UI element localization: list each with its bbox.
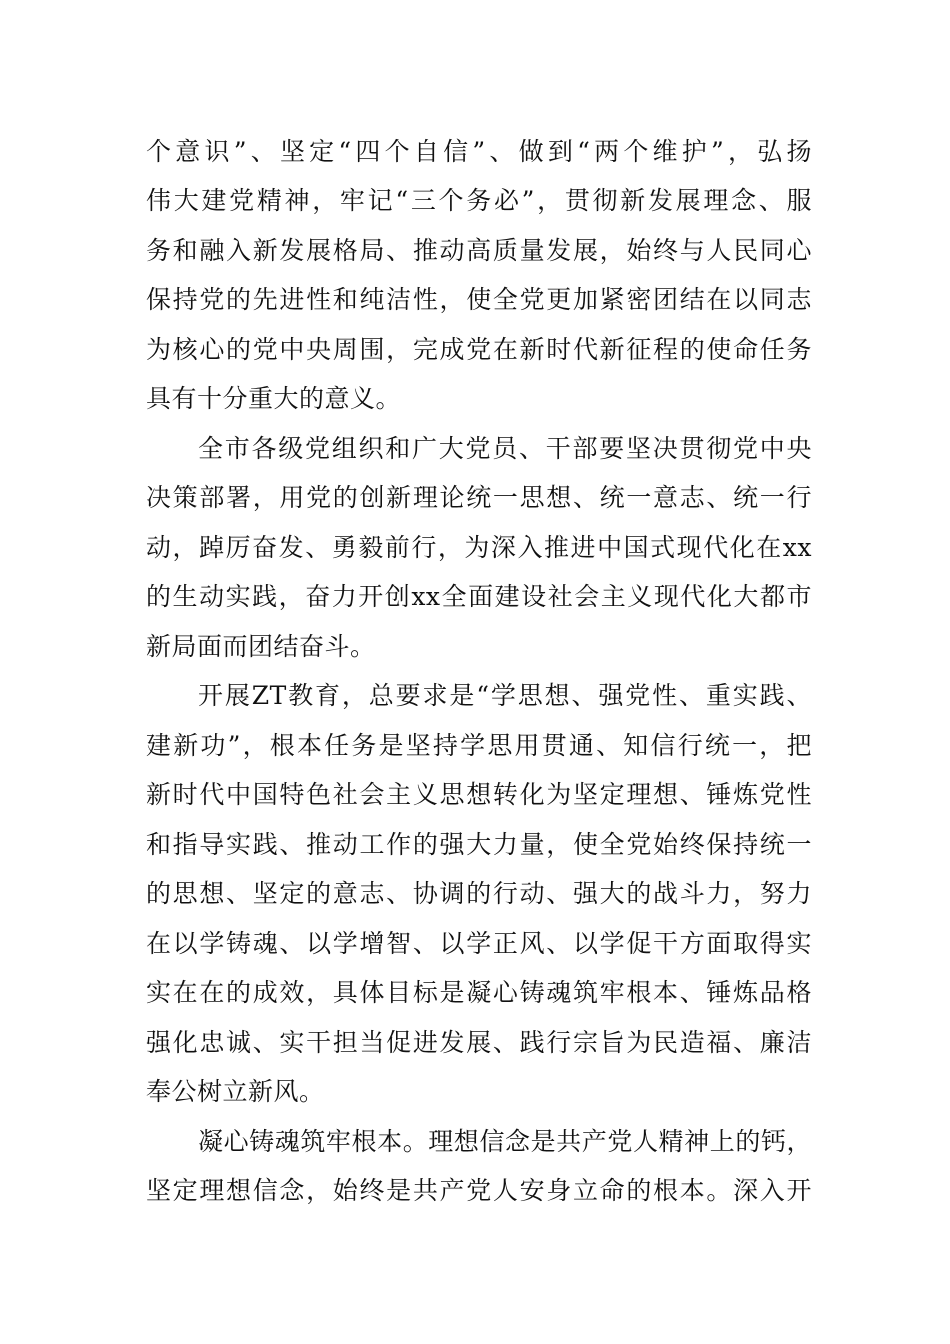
text-line: 具有十分重大的意义。: [146, 384, 402, 413]
text-line: 保持党的先进性和纯洁性，使全党更加紧密团结在以同志: [146, 285, 812, 314]
text-line: 开展ZT教育，总要求是“学思想、强党性、重实践、: [198, 681, 812, 710]
text-line: 伟大建党精神，牢记“三个务必”，贯彻新发展理念、服: [146, 186, 812, 215]
text-line: 的生动实践，奋力开创xx全面建设社会主义现代化大都市: [146, 582, 812, 611]
text-line: 为核心的党中央周围，完成党在新时代新征程的使命任务: [146, 335, 812, 364]
text-line: 个意识”、坚定“四个自信”、做到“两个维护”，弘扬: [146, 137, 812, 166]
text-line: 在以学铸魂、以学增智、以学正风、以学促干方面取得实: [146, 929, 812, 958]
text-line: 奉公树立新风。: [146, 1077, 325, 1106]
text-line: 凝心铸魂筑牢根本。理想信念是共产党人精神上的钙，: [198, 1127, 812, 1156]
text-line: 强化忠诚、实干担当促进发展、践行宗旨为民造福、廉洁: [146, 1028, 812, 1057]
text-line: 动，踔厉奋发、勇毅前行，为深入推进中国式现代化在xx: [146, 533, 812, 562]
text-line: 新局面而团结奋斗。: [146, 632, 376, 661]
text-line: 和指导实践、推动工作的强大力量，使全党始终保持统一: [146, 830, 812, 859]
text-line: 坚定理想信念，始终是共产党人安身立命的根本。深入开: [146, 1176, 812, 1205]
text-line: 实在在的成效，具体目标是凝心铸魂筑牢根本、锤炼品格: [146, 978, 812, 1007]
text-line: 的思想、坚定的意志、协调的行动、强大的战斗力，努力: [146, 879, 812, 908]
text-line: 决策部署，用党的创新理论统一思想、统一意志、统一行: [146, 483, 812, 512]
text-line: 务和融入新发展格局、推动高质量发展，始终与人民同心: [146, 236, 812, 265]
text-line: 全市各级党组织和广大党员、干部要坚决贯彻党中央: [198, 434, 812, 463]
text-line: 新时代中国特色社会主义思想转化为坚定理想、锤炼党性: [146, 780, 812, 809]
text-line: 建新功”，根本任务是坚持学思用贯通、知信行统一，把: [146, 731, 812, 760]
